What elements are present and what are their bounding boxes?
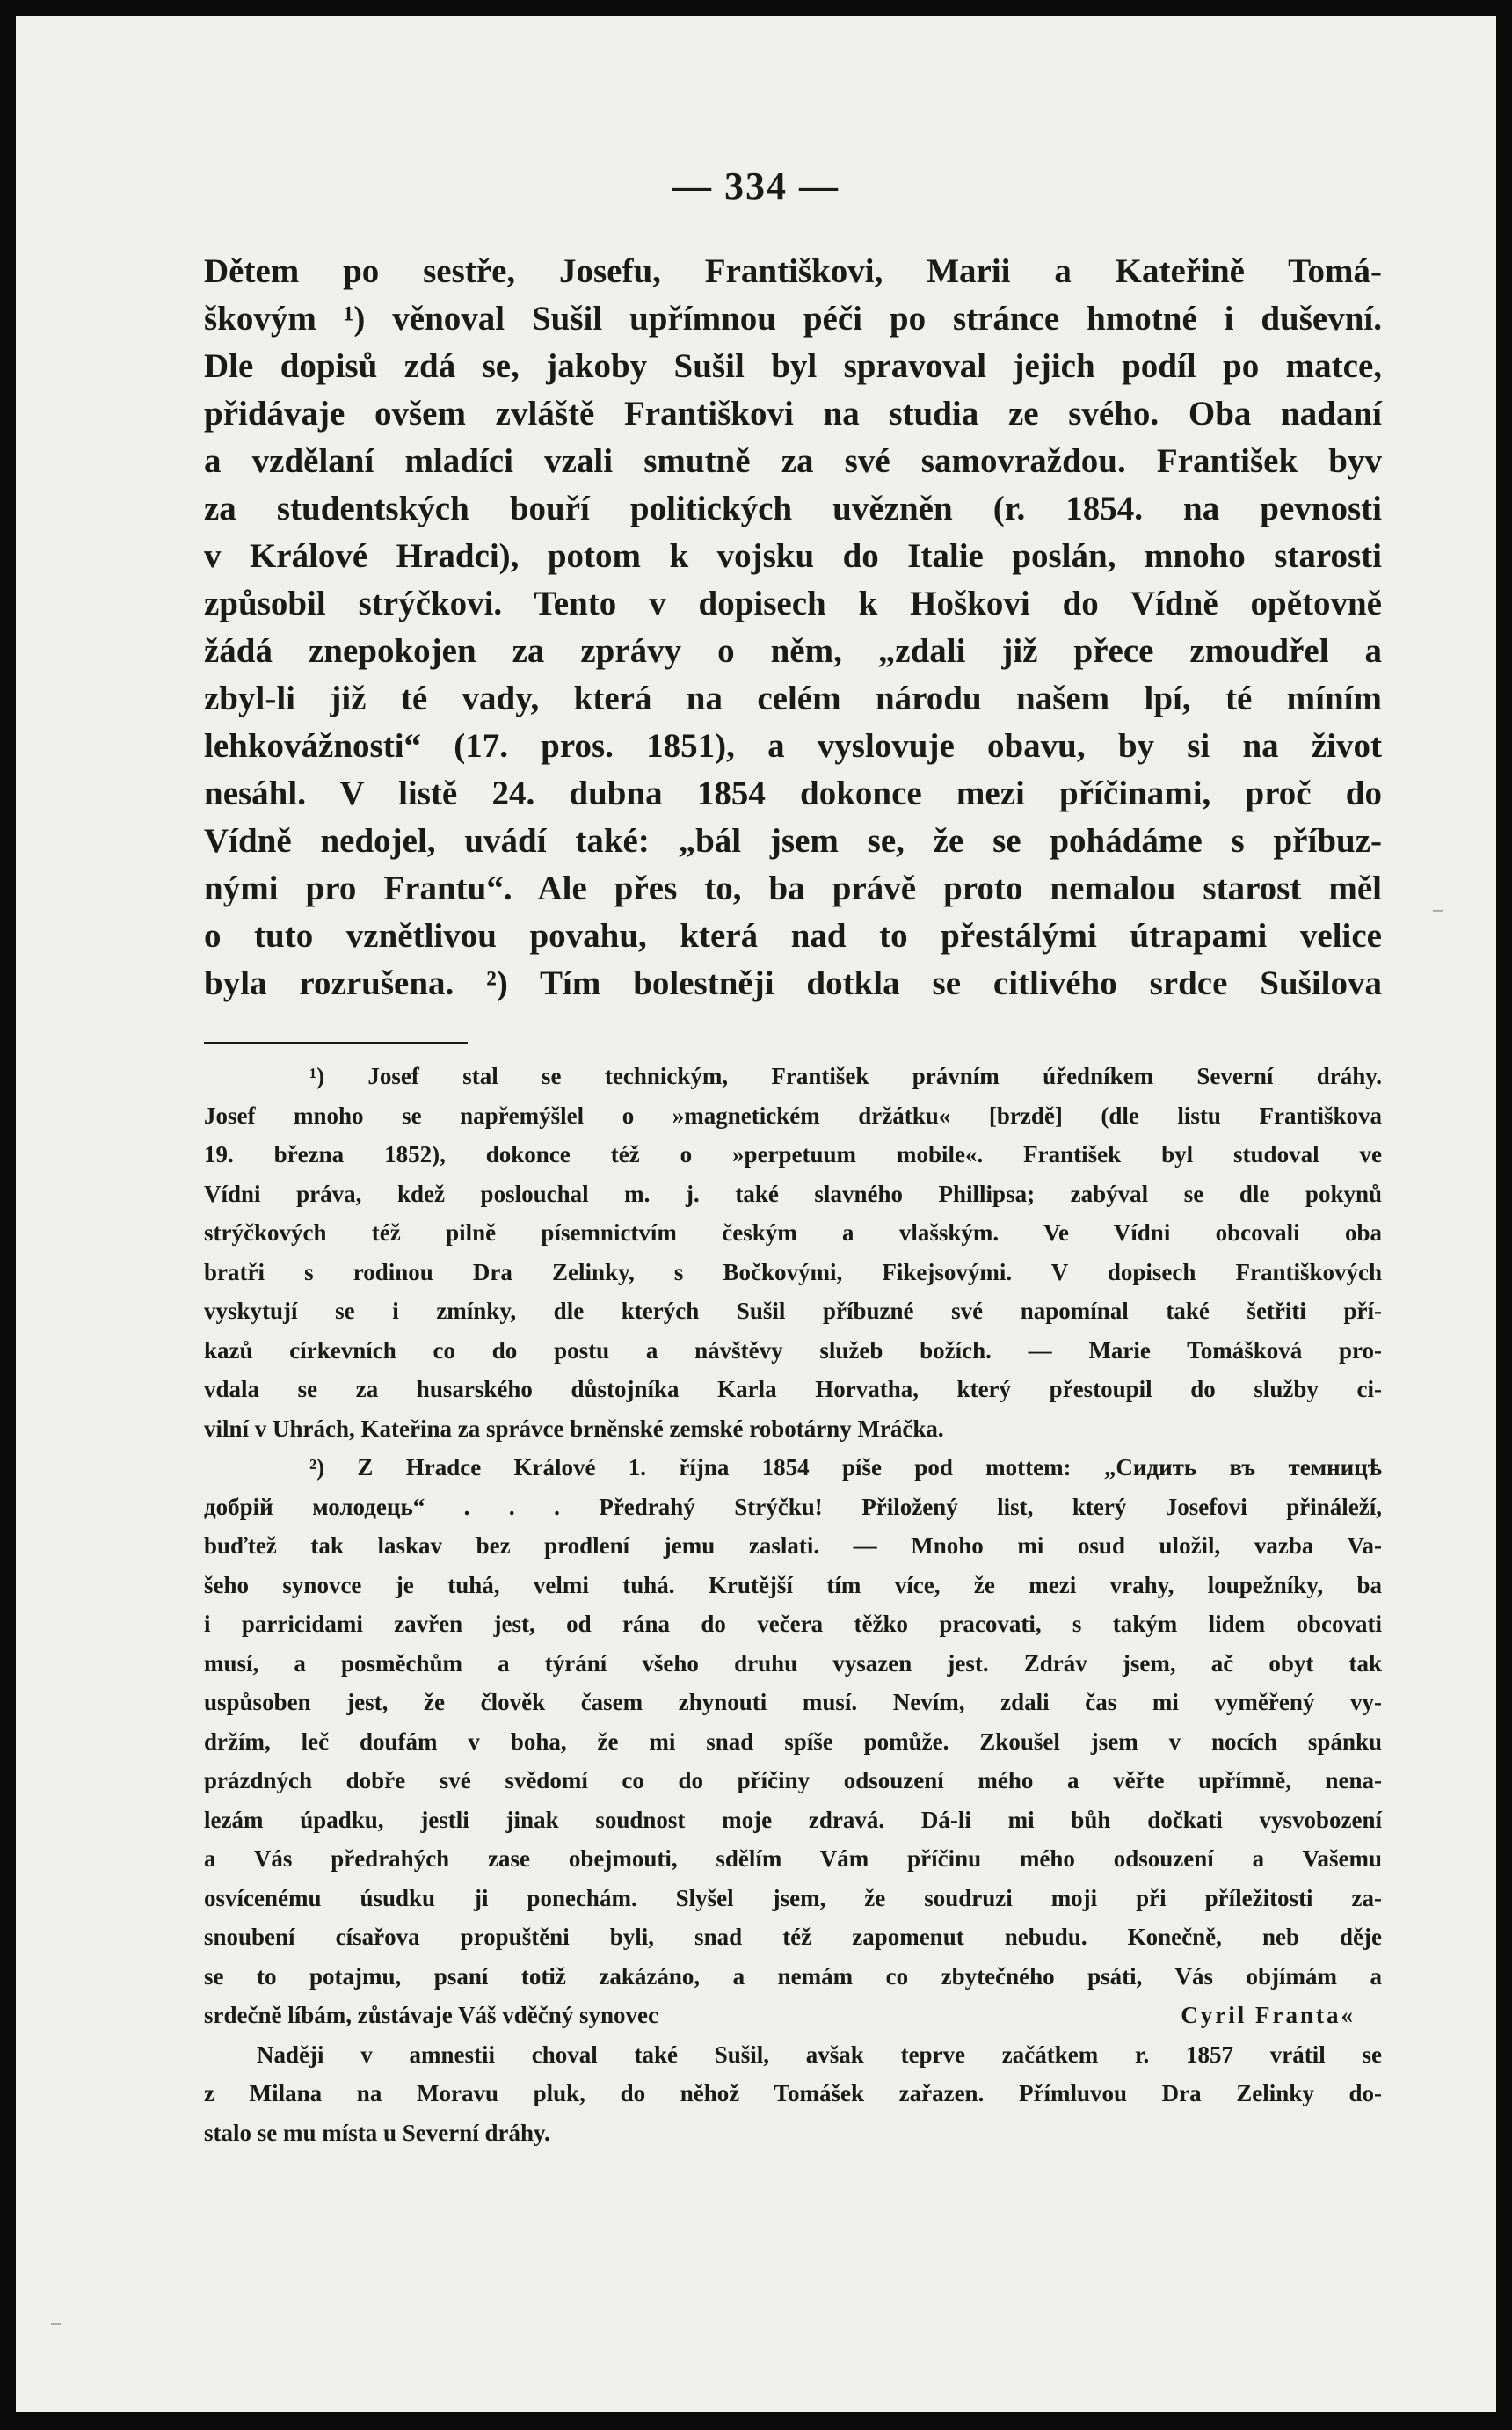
footnote-line: uspůsoben jest, že člověk časem zhynouti musí. Nevím, zdali čas mi vyměřený vy- [204,1689,1382,1715]
footnote-line: Vídni práva, kdež poslouchal m. j. také slavného Phillipsa; zabýval se dle pokynů [204,1180,1382,1207]
text-line: žádá znepokojen za zprávy o něm, „zdali již přece zmoudřel a [204,632,1382,670]
footnote-line: ²) Z Hradce Králové 1. října 1854 píše pod mottem: „Сидить въ темницѣ [309,1454,1382,1481]
main-paragraph [204,248,1382,1008]
footnote-closing: srdečně líbám, zůstávaje Váš vděčný synovec [204,2002,658,2028]
footnote-line: vyskytují se i zmínky, dle kterých Sušil příbuzné své napomínal také šetřiti pří- [204,1298,1382,1324]
footnote-line: i parricidami zavřen jest, od rána do večera těžko pracovati, s takým lidem obcovati [204,1611,1382,1637]
closing-line: stalo se mu místa u Severní dráhy. [204,2119,550,2146]
footnotes [204,1057,1382,2152]
footnote-line: prázdných dobře své svědomí co do příčiny odsouzení mého a věřte upřímně, nena- [204,1767,1382,1793]
footnote-line: vilní v Uhrách, Kateřina za správce brněnské zemské robotárny Mráčka. [204,1415,944,1442]
footnote-line: 19. března 1852), dokonce též o »perpetuum mobile«. František byl studoval ve [204,1141,1382,1168]
footnote-line: osvícenému úsudku ji ponechám. Slyšel jsem, že soudruzi moji při příležitosti za- [204,1884,1382,1911]
closing-line: z Milana na Moravu pluk, do něhož Tomášek zařazen. Přímluvou Dra Zelinky do- [204,2080,1382,2106]
text-line: byla rozrušena. ²) Tím bolestněji dotkla se citlivého srdce Sušilova [204,964,1382,1002]
text-line: Dětem po sestře, Josefu, Františkovi, Marii a Kateřině Tomá- [204,252,1382,290]
margin-mark: – [1433,898,1443,920]
text-line: způsobil strýčkovi. Tento v dopisech k Hoškovi do Vídně opětovně [204,585,1382,622]
margin-mark: – [51,2310,61,2332]
text-line: v Králové Hradci), potom k vojsku do Italie poslán, mnoho starosti [204,537,1382,575]
footnote-line: buďtež tak laskav bez prodlení jemu zaslati. — Mnoho mi osud uložil, vazba Va- [204,1532,1382,1559]
text-line: o tuto vznětlivou povahu, která nad to přestálými útrapami velice [204,917,1382,955]
footnote-1 [204,1057,1382,1448]
text-line: přidávaje ovšem zvláště Františkovi na studia ze svého. Oba nadaní [204,395,1382,433]
text-line: nými pro Frantu“. Ale přes to, ba právě proto nemalou starost měl [204,869,1382,907]
text-line: za studentských bouří politických uvězněn (r. 1854. na pevnosti [204,490,1382,527]
page-number: — 334 — [672,164,840,207]
footnote-closing-line [204,1996,1382,2035]
closing-line: Naději v amnestii choval také Sušil, avšak teprve začátkem r. 1857 vrátil se [257,2041,1382,2068]
footnote-line: ¹) Josef stal se technickým, František právním úředníkem Severní dráhy. [309,1063,1382,1089]
footnote-line: bratři s rodinou Dra Zelinky, s Bočkovými, Fikejsovými. V dopisech Františkových [204,1258,1382,1285]
closing-paragraph [204,2035,1382,2153]
footnote-line: snoubení císařova propuštěni byli, snad též zapomenut nebudu. Konečně, neb děje [204,1924,1382,1950]
footnote-divider [204,1042,468,1044]
footnote-line: se to potajmu, psaní totiž zakázáno, a nemám co zbytečného psáti, Vás objímám a [204,1962,1382,1990]
book-page [16,16,1496,2412]
footnote-line: kazů církevních co do postu a návštěvy služeb božích. — Marie Tomášková pro- [204,1336,1382,1364]
footnote-line: a Vás předrahých zase obejmouti, sdělím Vám příčinu mého odsouzení a Vašemu [204,1845,1382,1872]
signature: Cyril Franta« [1181,2002,1356,2028]
text-line: nesáhl. V listě 24. dubna 1854 dokonce mezi příčinami, proč do [204,775,1382,812]
footnote-line: добрій молодець“ . . . Předrahý Strýčku! Přiložený list, který Josefovi přináleží, [204,1493,1382,1520]
text-line: škovým ¹) věnoval Sušil upřímnou péči po stránce hmotné i duševní. [204,300,1382,338]
footnote-line: lezám úpadku, jestli jinak soudnost moje zdravá. Dá-li mi bůh dočkati vysvobození [204,1806,1382,1833]
text-line: Dle dopisů zdá se, jakoby Sušil byl spravoval jejich podíl po matce, [204,347,1382,385]
footnote-line: držím, leč doufám v boha, že mi snad spíše pomůže. Zkoušel jsem v nocích spánku [204,1728,1382,1755]
footnote-line: musí, a posměchům a týrání všeho druhu vysazen jest. Zdráv jsem, ač obyt tak [204,1649,1382,1677]
text-line: lehkovážnosti“ (17. pros. 1851), a vyslovuje obavu, by si na život [204,727,1382,765]
text-line: Vídně nedojel, uvádí také: „bál jsem se, že se pohádáme s příbuz- [204,822,1382,860]
text-line: zbyl-li již té vady, která na celém národu našem lpí, té míním [204,680,1382,717]
text-line: a vzdělaní mladíci vzali smutně za své samovraždou. František byv [204,442,1382,480]
footnote-line: vdala se za husarského důstojníka Karla Horvatha, který přestoupil do služby ci- [204,1376,1382,1402]
footnote-line: strýčkových též pilně písemnictvím českým a vlašským. Ve Vídni obcovali oba [204,1219,1382,1246]
footnote-line: Josef mnoho se napřemýšlel o »magnetickém držátku« [brzdě] (dle listu Františkova [204,1102,1382,1129]
footnote-2 [204,1448,1382,2035]
footnote-line: šeho synovce je tuhá, velmi tuhá. Krutější tím více, že mezi vrahy, loupežníky, ba [204,1571,1382,1598]
